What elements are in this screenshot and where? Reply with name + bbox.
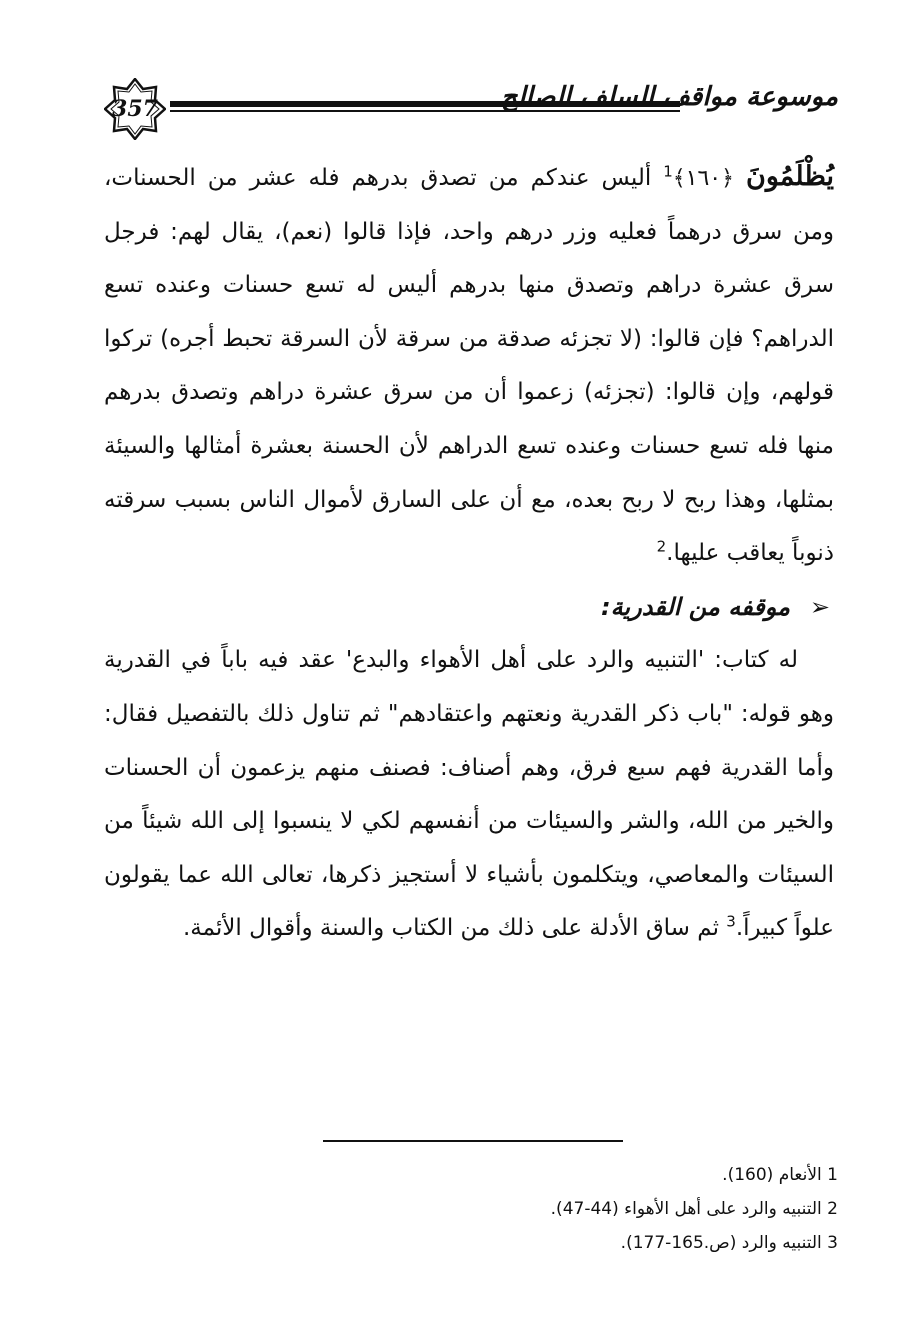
paragraph-2-text: له كتاب: 'التنبيه والرد على أهل الأهواء والبدع' عقد فيه باباً في القدرية وهو قوله: "باب ذكر القدرية ونعتهم واعتقادهم" ثم تناول ذلك بالتفصيل فقال: وأما القدرية فهم سبع فرق، وهم أصناف: فصنف منهم يزعمون أن الحسنات والخير من الله، والشر والسيئات من أنفسهم لكي لا ينسبوا إلى الله شيئاً من السيئات والمعاصي، ويتكلمون بأشياء لا أستجيز ذكرها، تعالى الله عما يقولون علواً كبيراً. xyxy=(104,647,834,942)
footnote-ref-3[interactable]: 3 xyxy=(726,912,736,931)
footnote-text: الأنعام (160). xyxy=(722,1165,822,1185)
footnote-separator xyxy=(323,1140,623,1142)
verse-word: يُظْلَمُونَ xyxy=(746,161,834,192)
footnote-ref-1[interactable]: 1 xyxy=(663,162,673,181)
footnote-number: 1 xyxy=(827,1165,838,1185)
footnote-2 xyxy=(138,1192,838,1226)
footnote-number: 3 xyxy=(827,1233,838,1253)
page-header xyxy=(98,72,838,146)
paragraph-2-tail: ثم ساق الأدلة على ذلك من الكتاب والسنة وأقوال الأئمة. xyxy=(182,915,719,942)
arrow-bullet-icon: ➢ xyxy=(809,592,830,621)
footnote-text: التنبيه والرد على أهل الأهواء (44-47). xyxy=(550,1199,822,1219)
paragraph-2 xyxy=(104,634,834,956)
page-number: 357 xyxy=(112,96,158,122)
footnote-number: 2 xyxy=(827,1199,838,1219)
footnote-text: التنبيه والرد (ص.165-177). xyxy=(620,1233,822,1253)
ayah-marker: ﴿١٦٠﴾ xyxy=(672,166,734,191)
paragraph-1-text: أليس عندكم من تصدق بدرهم فله عشر من الحسنات، ومن سرق درهماً فعليه وزر درهم واحد، فإذا قالوا (نعم)، يقال لهم: فرجل سرق عشرة دراهم وتصدق منها بدرهم أليس له تسع حسنات وعنده تسع الدراهم؟ فإن قالوا: (لا تجزئه صدقة من سرقة لأن السرقة تحبط أجره) تركوا قولهم، وإن قالوا: (تجزئه) زعموا أن من سرق عشرة دراهم وتصدق بدرهم منها فله تسع حسنات وعنده تسع الدراهم لأن الحسنة بعشرة أمثالها والسيئة بمثلها، وهذا ربح لا ربح بعده، مع أن على السارق لأموال الناس بسبب سرقته ذنوباً يعاقب عليها. xyxy=(104,165,834,567)
footnotes xyxy=(138,1158,838,1260)
paragraph-1 xyxy=(104,150,834,581)
footnote-1 xyxy=(138,1158,838,1192)
page-number-badge xyxy=(104,78,166,140)
footnote-ref-2[interactable]: 2 xyxy=(656,537,667,556)
verse-number: ١٦٠ xyxy=(685,166,722,191)
section-heading xyxy=(104,581,834,635)
section-heading-text: موقفه من القدرية: xyxy=(600,592,790,621)
footnote-3 xyxy=(138,1226,838,1260)
series-title: موسوعة مواقف السلف الصالح xyxy=(500,82,838,112)
page-body xyxy=(104,150,834,956)
